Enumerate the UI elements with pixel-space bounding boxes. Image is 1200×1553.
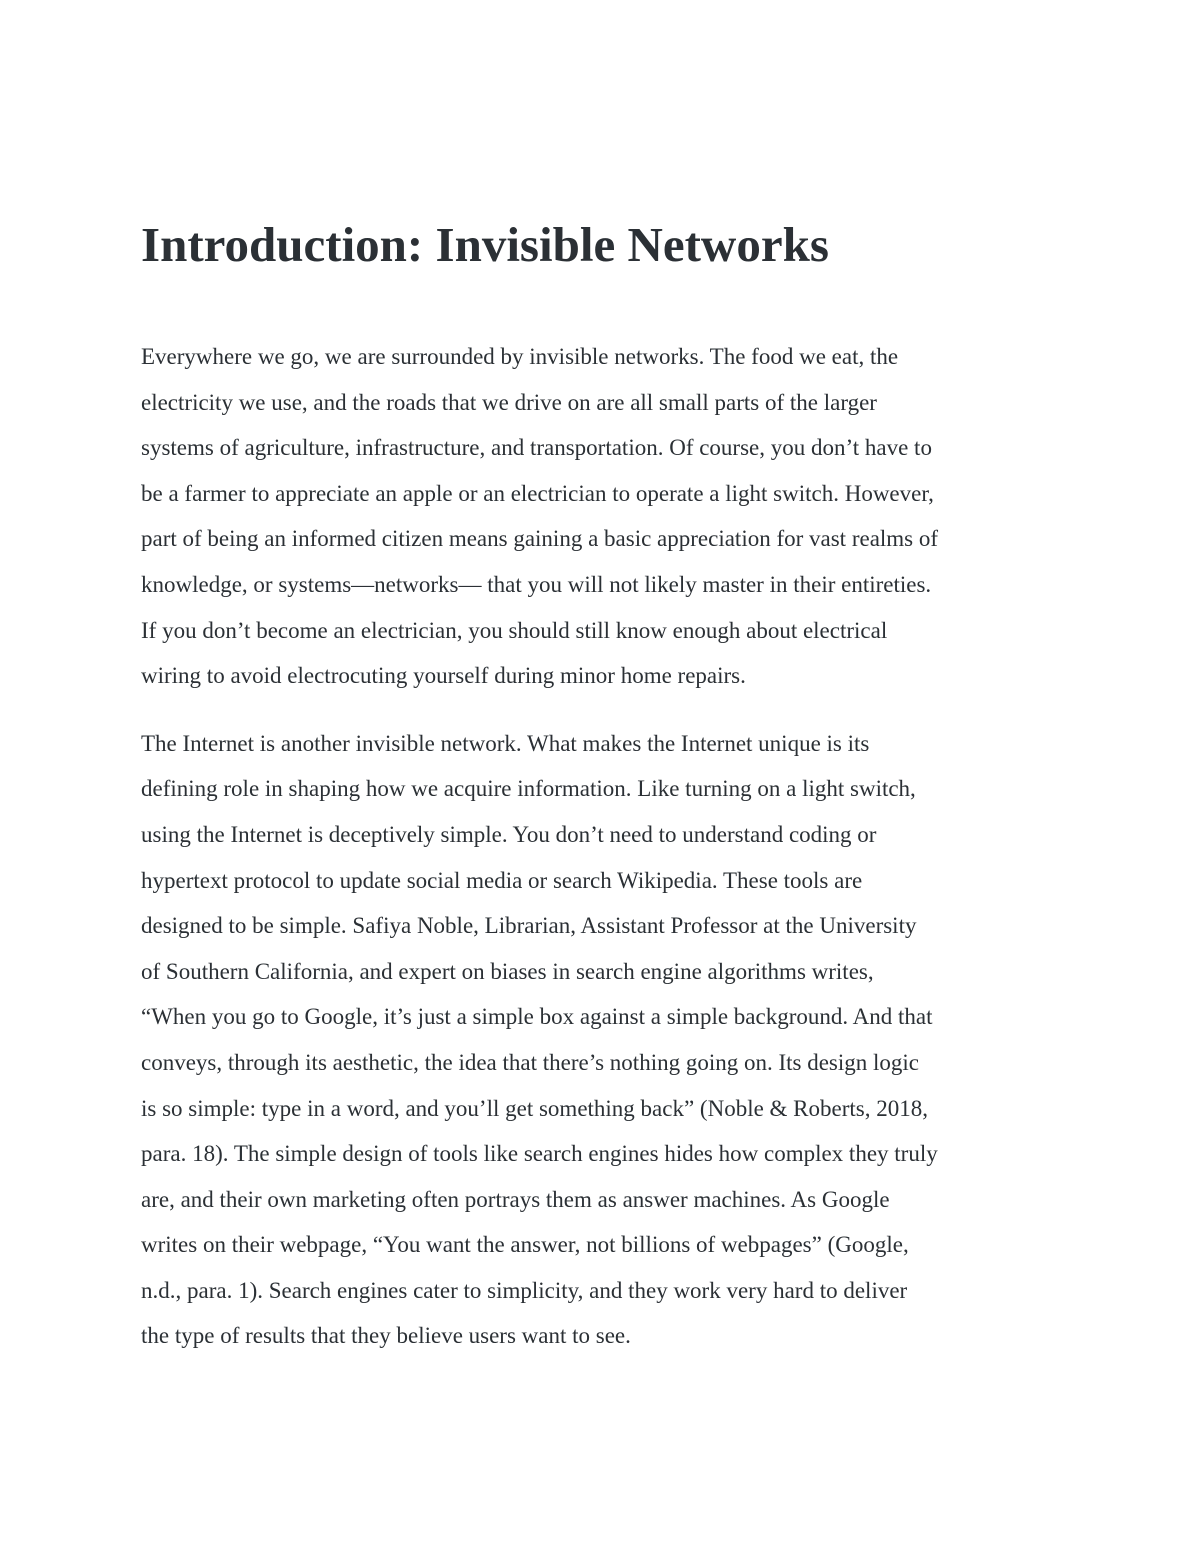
text-line: conveys, through its aesthetic, the idea that there’s nothing going on. Its design logic — [141, 1049, 920, 1075]
text-line: of Southern California, and expert on biases in search engine algorithms writes, — [141, 958, 874, 984]
text-line: wiring to avoid electrocuting yourself during minor home repairs. — [141, 663, 746, 689]
text-line: The Internet is another invisible network. What makes the Internet unique is its — [141, 730, 870, 756]
text-line: Everywhere we go, we are surrounded by invisible networks. The food we eat, the — [141, 344, 899, 369]
text-line: n.d., para. 1). Search engines cater to simplicity, and they work very hard to deliver — [141, 1277, 908, 1303]
text-line: the type of results that they believe users want to see. — [141, 1323, 631, 1349]
text-line: knowledge, or systems—networks— that you will not likely master in their entireties. — [141, 571, 932, 597]
text-line: If you don’t become an electrician, you should still know enough about electrical — [141, 617, 888, 643]
body-text — [141, 334, 1066, 1359]
text-line: writes on their webpage, “You want the answer, not billions of webpages” (Google, — [141, 1232, 909, 1258]
text-line: systems of agriculture, infrastructure, and transportation. Of course, you don’t have to — [141, 435, 932, 461]
text-line: hypertext protocol to update social media or search Wikipedia. These tools are — [141, 867, 863, 893]
text-line: para. 18). The simple design of tools like search engines hides how complex they truly — [141, 1141, 938, 1167]
text-line: using the Internet is deceptively simple. You don’t need to understand coding or — [141, 821, 877, 847]
page-title: Introduction: Invisible Networks — [141, 217, 829, 272]
text-line: are, and their own marketing often portrays them as answer machines. As Google — [141, 1186, 890, 1212]
text-line: electricity we use, and the roads that we drive on are all small parts of the larger — [141, 389, 877, 415]
text-line: part of being an informed citizen means gaining a basic appreciation for vast realms of — [141, 526, 939, 552]
paragraph-1 — [141, 334, 1066, 699]
text-line: designed to be simple. Safiya Noble, Librarian, Assistant Professor at the University — [141, 913, 917, 939]
text-line: be a farmer to appreciate an apple or an electrician to operate a light switch. However, — [141, 480, 934, 506]
text-line: is so simple: type in a word, and you’ll get something back” (Noble & Roberts, 2018, — [141, 1095, 928, 1121]
document-content — [141, 216, 1066, 1381]
paragraph-2 — [141, 721, 1066, 1359]
text-line: defining role in shaping how we acquire information. Like turning on a light switch, — [141, 776, 916, 802]
text-line: “When you go to Google, it’s just a simple box against a simple background. And that — [141, 1004, 933, 1030]
